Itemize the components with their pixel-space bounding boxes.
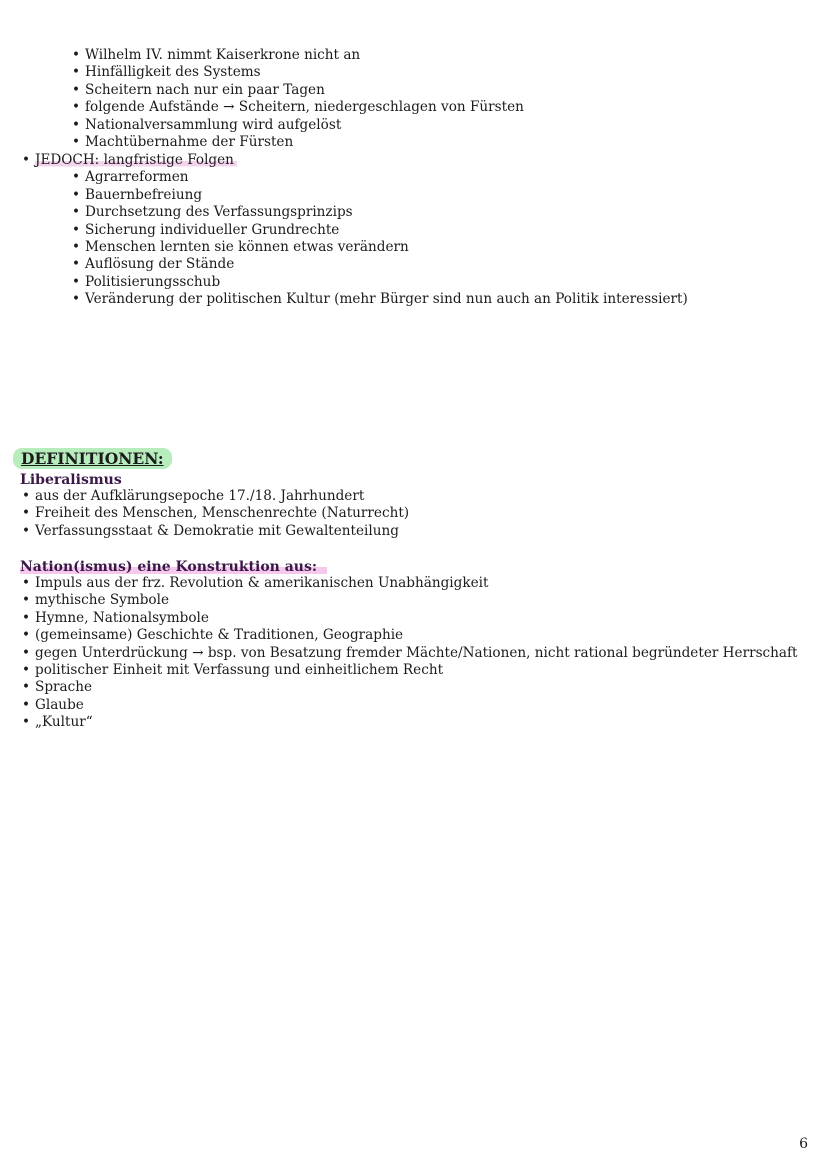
list-item: • Nationalversammlung wird aufgelöst	[85, 117, 524, 134]
list-item: • Freiheit des Menschen, Menschenrechte (Naturrecht)	[35, 505, 409, 522]
long-term-section	[35, 152, 688, 309]
list-item: • aus der Aufklärungsepoche 17./18. Jahrhundert	[35, 488, 409, 505]
list-item: • Wilhelm IV. nimmt Kaiserkrone nicht an	[85, 47, 524, 64]
list-item: • Bauernbefreiung	[85, 187, 688, 204]
long-term-consequences-list	[85, 169, 688, 308]
list-item: • Menschen lernten sie können etwas verändern	[85, 239, 688, 256]
list-item: • gegen Unterdrückung → bsp. von Besatzung fremder Mächte/Nationen, nicht rational begründeter Herrschaft	[35, 645, 798, 662]
list-item: • Veränderung der politischen Kultur (mehr Bürger sind nun auch an Politik interessiert)	[85, 291, 688, 308]
list-item: • Hymne, Nationalsymbole	[35, 610, 798, 627]
list-item: • Verfassungsstaat & Demokratie mit Gewaltenteilung	[35, 523, 409, 540]
list-item: • politischer Einheit mit Verfassung und einheitlichem Recht	[35, 662, 798, 679]
nationalismus-heading-text: Nation(ismus) eine Konstruktion aus:	[20, 559, 327, 575]
jedoch-label: JEDOCH: langfristige Folgen	[35, 152, 237, 168]
list-item: • Hinfälligkeit des Systems	[85, 64, 524, 81]
list-item: • Impuls aus der frz. Revolution & amerikanischen Unabhängigkeit	[35, 575, 798, 592]
list-item: • Auflösung der Stände	[85, 256, 688, 273]
list-item: • Sprache	[35, 679, 798, 696]
list-item: • folgende Aufstände → Scheitern, niedergeschlagen von Fürsten	[85, 99, 524, 116]
definitions-heading: DEFINITIONEN:	[13, 448, 172, 469]
list-item: • Politisierungsschub	[85, 274, 688, 291]
list-item: • mythische Symbole	[35, 592, 798, 609]
list-item: • Durchsetzung des Verfassungsprinzips	[85, 204, 688, 221]
jedoch-item	[35, 152, 688, 309]
list-item: • „Kultur“	[35, 714, 798, 731]
list-item: • Sicherung individueller Grundrechte	[85, 222, 688, 239]
liberalismus-list	[35, 488, 409, 540]
list-item: • Scheitern nach nur ein paar Tagen	[85, 82, 524, 99]
nationalismus-list	[35, 575, 798, 732]
page-number: 6	[799, 1136, 808, 1152]
nationalismus-heading	[20, 558, 327, 576]
consequences-list	[85, 47, 524, 151]
list-item: • Glaube	[35, 697, 798, 714]
list-item: • Agrarreformen	[85, 169, 688, 186]
liberalismus-heading: Liberalismus	[20, 472, 122, 488]
list-item: • (gemeinsame) Geschichte & Traditionen, Geographie	[35, 627, 798, 644]
list-item: • Machtübernahme der Fürsten	[85, 134, 524, 151]
